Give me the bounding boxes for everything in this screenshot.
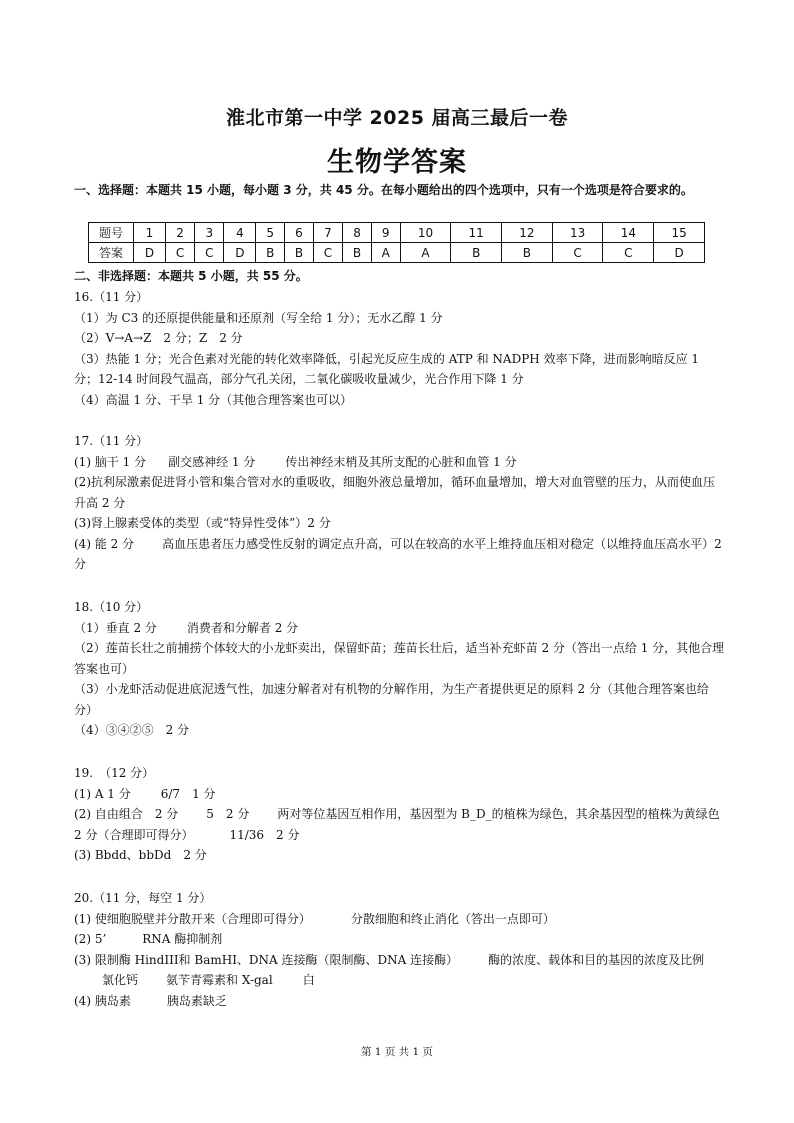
answer-line [74,929,726,950]
table-cell-answer: B [256,243,285,263]
question-17 [74,431,726,575]
table-cell-number: 2 [165,223,194,243]
table-cell-number: 14 [603,223,654,243]
answer-part: 高血压患者压力感受性反射的调定点升高，可以在较高的水平上维持血压相对稳定（以维持血压高水平）2 分 [74,536,722,571]
table-cell-number: 9 [371,223,400,243]
answer-line [74,804,726,845]
table-cell-answer: C [195,243,224,263]
answer-line [74,784,726,805]
table-label-answer: 答案 [89,243,134,263]
table-cell-answer: B [285,243,314,263]
page-number: 第 1 页 共 1 页 [360,1046,434,1058]
answer-part: RNA 酶抑制剂 [142,932,223,946]
table-cell-number: 6 [285,223,314,243]
answer-part: (2) 自由组合 2 分 [74,807,179,821]
section1-heading: 一、选择题：本题共 15 小题，每小题 3 分，共 45 分。在每小题给出的四个选项中，只有一个选项是符合要求的。 [74,183,693,197]
answer-part: 传出神经末梢及其所支配的心脏和血管 1 分 [285,454,517,469]
table-cell-answer: D [134,243,166,263]
question-head: 16.（11 分） [74,290,149,304]
table-cell-number: 3 [195,223,224,243]
answer-line: （1）为 C3 的还原提供能量和还原剂（写全给 1 分）；无水乙醇 1 分 [74,310,443,325]
table-cell-answer: C [552,243,603,263]
answer-line [74,991,726,1012]
table-label-number: 题号 [89,223,134,243]
answer-part: (1) 使细胞脱壁并分散开来（合理即可得分） [74,911,311,926]
table-cell-number: 4 [224,223,256,243]
answer-table-number-row [89,223,705,243]
table-cell-number: 11 [451,223,502,243]
answer-line [74,452,726,473]
question-head: 17.（11 分） [74,434,149,448]
exam-title: 淮北市第一中学 2025 届高三最后一卷 [225,107,569,129]
question-18 [74,597,726,741]
table-cell-number: 7 [313,223,342,243]
table-cell-answer: A [400,243,451,263]
table-cell-answer: C [603,243,654,263]
table-cell-answer: C [165,243,194,263]
answer-part: 氨苄青霉素和 X-gal [166,973,273,987]
question-16 [74,287,726,410]
question-19 [74,763,726,866]
answer-part: 分散细胞和终止消化（答出一点即可） [350,911,555,926]
answer-part: 白 [302,973,315,987]
answer-line: (2)抗利尿激素促进肾小管和集合管对水的重吸收，细胞外液总量增加，循环血量增加，增大对血管壁的压力，从而使血压升高 2 分 [74,475,716,510]
answer-line: (3)肾上腺素受体的类型（或“特异性受体”）2 分 [74,516,331,530]
answer-part: (4) 胰岛素 [74,993,131,1008]
answer-part: （1）垂直 2 分 [74,620,157,635]
table-cell-answer: D [654,243,705,263]
answer-line: （4）③④②⑤ 2 分 [74,723,190,737]
answer-part: (1) 脑干 1 分 [74,454,147,469]
table-cell-answer: A [371,243,400,263]
answer-line: （3）小龙虾活动促进底泥透气性，加速分解者对有机物的分解作用，为生产者提供更足的原料 2 分（其他合理答案也给分） [74,682,709,717]
answer-part: (4) 能 2 分 [74,536,135,551]
answer-line [74,534,726,575]
table-cell-number: 1 [134,223,166,243]
answer-line [74,909,726,930]
answer-part: (2) 5’ [74,932,107,946]
answer-line: (3) Bbdd、bbDd 2 分 [74,848,207,862]
answer-part: 两对等位基因互相作用，基因型为 B_D_的植株为绿色，其余基因型的植株为黄绿色 2 分（合理即可得分） [74,807,720,842]
table-cell-answer: B [502,243,553,263]
answer-part: 5 2 分 [206,807,250,821]
table-cell-number: 13 [552,223,603,243]
answer-part: 6/7 1 分 [160,786,216,801]
answer-table-answer-row [89,243,705,263]
answer-part: (1) A 1 分 [74,786,131,801]
question-head: 20.（11 分，每空 1 分） [74,891,212,905]
question-20 [74,888,726,1011]
section2-heading: 二、非选择题：本题共 5 小题，共 55 分。 [74,269,308,283]
table-cell-answer: D [224,243,256,263]
question-head: 19. （12 分） [74,766,155,780]
answer-part: 11/36 2 分 [229,827,300,842]
table-cell-number: 15 [654,223,705,243]
answer-part: 消费者和分解者 2 分 [186,620,299,635]
table-cell-answer: C [313,243,342,263]
answer-line: （4）高温 1 分、干旱 1 分（其他合理答案也可以） [74,392,353,407]
answer-line: （2）莲苗长壮之前捕捞个体较大的小龙虾卖出，保留虾苗；莲苗长壮后，适当补充虾苗 2 分（答出一点给 1 分，其他合理答案也可） [74,641,725,676]
answer-line: （2）V→A→Z 2 分；Z 2 分 [74,331,243,345]
answer-part: 副交感神经 1 分 [168,454,256,469]
exam-subtitle: 生物学答案 [327,147,467,178]
question-head: 18.（10 分） [74,600,149,614]
answer-line: （3）热能 1 分；光合色素对光能的转化效率降低，引起光反应生成的 ATP 和 NADPH 效率下降，进而影响暗反应 1 分；12-14 时间段气温高，部分气孔关闭，二氧化碳吸收量减少，光合作用下降 1 分 [74,351,700,386]
answer-part: 酶的浓度、载体和目的基因的浓度及比例 [488,952,705,967]
table-cell-answer: B [451,243,502,263]
table-cell-number: 5 [256,223,285,243]
answer-line [74,950,726,991]
answer-table [88,222,705,263]
answer-part: 胰岛素缺乏 [166,993,227,1008]
answer-part: 氯化钙 [102,973,139,987]
table-cell-number: 10 [400,223,451,243]
table-cell-number: 8 [343,223,372,243]
table-cell-answer: B [343,243,372,263]
answer-part: (3) 限制酶 HindIII和 BamHI、DNA 连接酶（限制酶、DNA 连接酶） [74,952,459,967]
answer-line [74,618,726,639]
table-cell-number: 12 [502,223,553,243]
